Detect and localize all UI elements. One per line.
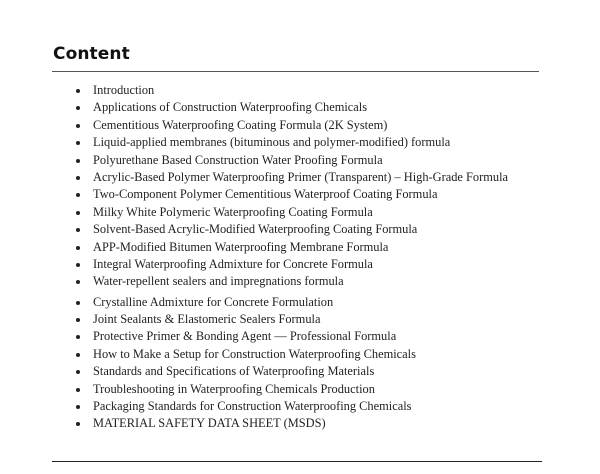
bullet-icon (76, 280, 80, 284)
bullet-icon (76, 246, 80, 250)
toc-item-setup (76, 346, 508, 363)
toc-item-label: Liquid-applied membranes (bituminous and polymer-modified) formula (93, 135, 451, 150)
bullet-icon (76, 422, 80, 426)
toc-item-label: How to Make a Setup for Construction Waterproofing Chemicals (93, 346, 416, 361)
bullet-icon (76, 388, 80, 392)
toc-item-app-bitumen (76, 239, 508, 256)
toc-item-joint-sealants (76, 311, 508, 328)
toc-item-packaging (76, 398, 508, 415)
toc-item-label: Solvent-Based Acrylic-Modified Waterproofing Coating Formula (93, 222, 418, 237)
toc-item-label: Cementitious Waterproofing Coating Formula (2K System) (93, 117, 388, 132)
toc-item-label: Two-Component Polymer Cementitious Waterproof Coating Formula (93, 187, 438, 202)
toc-item-label: Polyurethane Based Construction Water Proofing Formula (93, 152, 383, 167)
bullet-icon (76, 318, 80, 322)
bullet-icon (76, 335, 80, 339)
bullet-icon (76, 159, 80, 163)
bullet-icon (76, 405, 80, 409)
table-of-contents (76, 82, 508, 433)
bullet-icon (76, 263, 80, 267)
bullet-icon (76, 106, 80, 110)
toc-item-introduction (76, 82, 508, 99)
toc-item-solvent-based (76, 221, 508, 238)
bullet-icon (76, 89, 80, 93)
toc-item-label: Troubleshooting in Waterproofing Chemicals Production (93, 381, 375, 396)
bullet-icon (76, 124, 80, 128)
heading-divider (52, 71, 539, 72)
toc-item-label: Water-repellent sealers and impregnations formula (93, 274, 344, 289)
toc-item-label: Introduction (93, 83, 155, 97)
toc-item-label: Protective Primer & Bonding Agent — Professional Formula (93, 329, 397, 344)
bullet-icon (76, 141, 80, 145)
toc-item-label: Standards and Specifications of Waterproofing Materials (93, 364, 375, 379)
bullet-icon (76, 370, 80, 374)
bullet-icon (76, 211, 80, 215)
toc-item-label: MATERIAL SAFETY DATA SHEET (MSDS) (93, 416, 326, 431)
toc-item-crystalline (76, 294, 508, 311)
bullet-icon (76, 301, 80, 305)
toc-item-label: Packaging Standards for Construction Waterproofing Chemicals (93, 399, 412, 414)
toc-item-liquid-membranes (76, 134, 508, 151)
toc-item-applications (76, 99, 508, 116)
toc-item-label: Integral Waterproofing Admixture for Concrete Formula (93, 256, 373, 271)
bullet-icon (76, 176, 80, 180)
toc-item-troubleshooting (76, 381, 508, 398)
toc-item-two-component (76, 186, 508, 203)
bullet-icon (76, 228, 80, 232)
toc-item-label: APP-Modified Bitumen Waterproofing Membrane Formula (93, 239, 389, 254)
content-heading: Content (53, 44, 130, 64)
toc-item-label: Acrylic-Based Polymer Waterproofing Primer (Transparent) – High-Grade Formula (93, 169, 509, 184)
toc-item-acrylic-primer (76, 169, 508, 186)
toc-item-cementitious-coating (76, 117, 508, 134)
toc-item-label: Joint Sealants & Elastomeric Sealers Formula (93, 312, 321, 327)
toc-item-protective-primer (76, 328, 508, 345)
toc-item-integral-admixture (76, 256, 508, 273)
toc-item-polyurethane (76, 152, 508, 169)
toc-item-milky-white (76, 204, 508, 221)
bullet-icon (76, 353, 80, 357)
toc-item-label: Applications of Construction Waterproofing Chemicals (93, 100, 368, 115)
toc-item-water-repellent (76, 273, 508, 290)
toc-item-standards (76, 363, 508, 380)
bullet-icon (76, 193, 80, 197)
toc-item-msds (76, 415, 508, 432)
toc-item-label: Milky White Polymeric Waterproofing Coating Formula (93, 204, 373, 219)
footer-divider (52, 461, 542, 462)
toc-item-label: Crystalline Admixture for Concrete Formulation (93, 294, 334, 309)
